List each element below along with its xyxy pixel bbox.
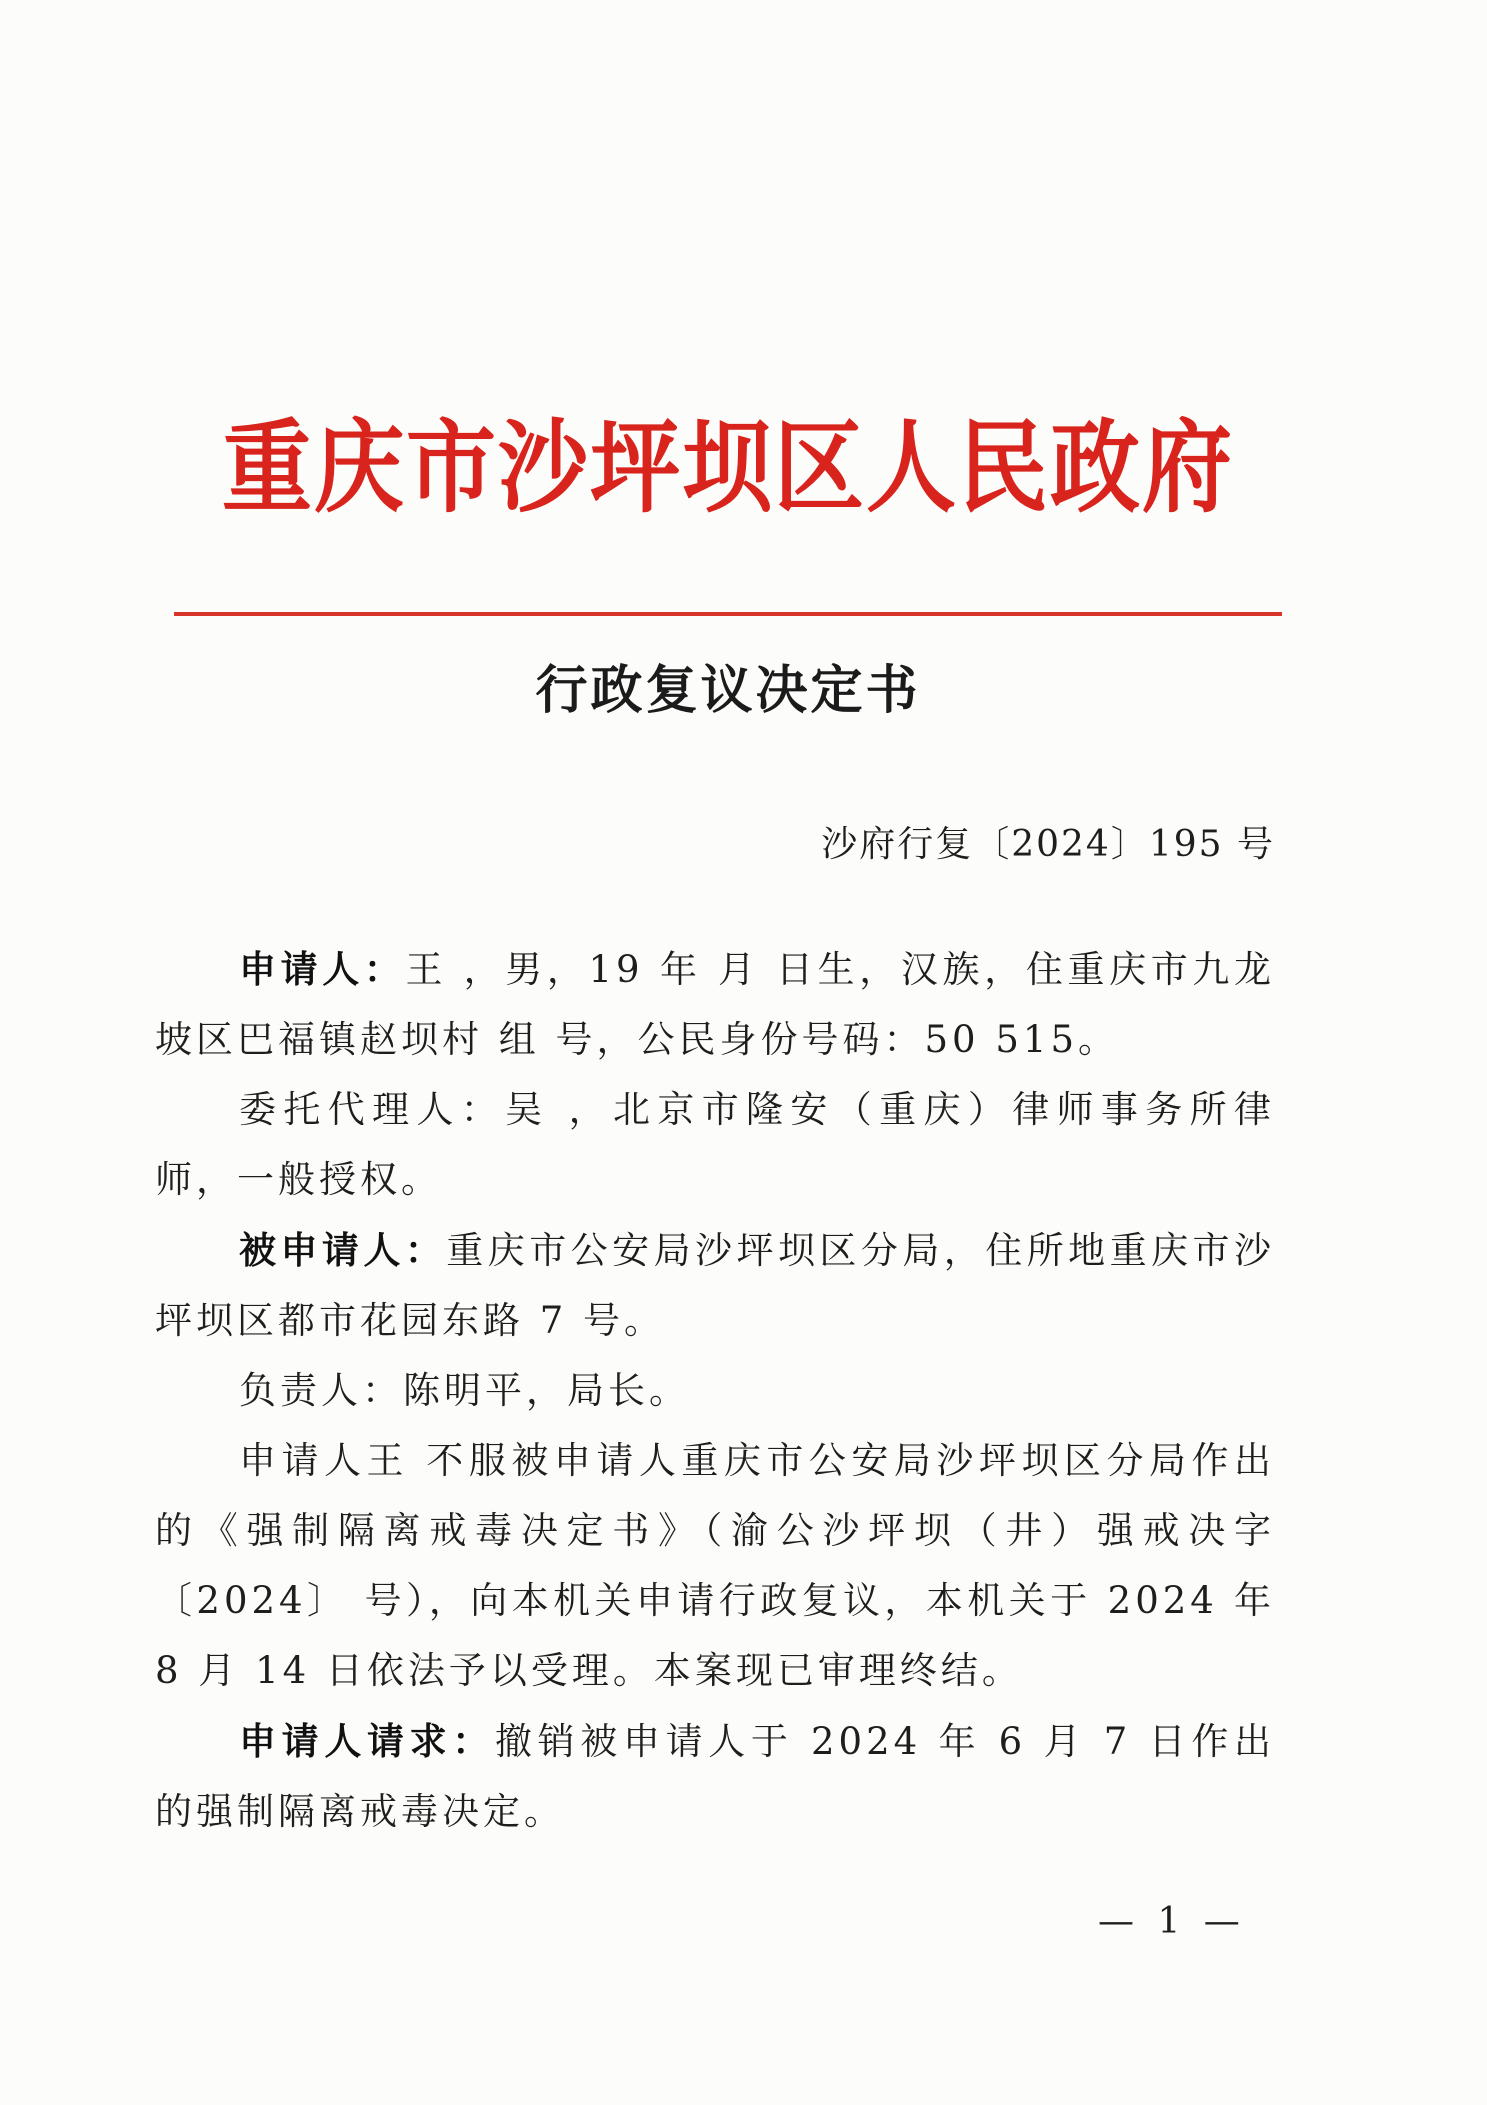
request-label: 申请人请求： — [239, 1719, 495, 1763]
case-summary-text: 申请人王 不服被申请人重庆市公安局沙坪坝区分局作出的《强制隔离戒毒决定书》（渝公沙坪坝（井）强戒决字〔2024〕 号），向本机关申请行政复议，本机关于 2024 年 8 月 14 日依法予以受理。本案现已审理终结。 — [155, 1439, 1275, 1692]
responsible-person-paragraph — [155, 1356, 1275, 1426]
document-title: 行政复议决定书 — [535, 660, 921, 721]
request-paragraph — [155, 1706, 1275, 1847]
respondent-paragraph — [155, 1215, 1275, 1356]
responsible-person-details: 负责人：陈明平，局长。 — [239, 1369, 690, 1412]
document-body — [155, 934, 1275, 1847]
respondent-details: 重庆市公安局沙坪坝区分局，住所地重庆市沙坪坝区都市花园东路 7 号。 — [155, 1229, 1276, 1342]
agent-paragraph — [155, 1075, 1275, 1215]
red-divider-line — [174, 612, 1282, 616]
request-text: 撤销被申请人于 2024 年 6 月 7 日作出的强制隔离戒毒决定。 — [155, 1720, 1276, 1833]
applicant-details: 王 ，男，19 年 月 日生，汉族，住重庆市九龙坡区巴福镇赵坝村 组 号，公民身份号码：50 515。 — [155, 948, 1276, 1061]
issuing-authority-title: 重庆市沙坪坝区人民政府 — [222, 408, 1234, 528]
agent-details: 委托代理人：吴 ，北京市隆安（重庆）律师事务所律师，一般授权。 — [155, 1088, 1275, 1201]
respondent-label: 被申请人： — [239, 1228, 447, 1272]
applicant-label: 申请人： — [239, 947, 406, 991]
case-summary-paragraph — [155, 1426, 1275, 1706]
applicant-paragraph — [155, 934, 1275, 1075]
document-number: 沙府行复〔2024〕195 号 — [821, 824, 1275, 865]
page-number: — 1 — — [1098, 1901, 1246, 1942]
